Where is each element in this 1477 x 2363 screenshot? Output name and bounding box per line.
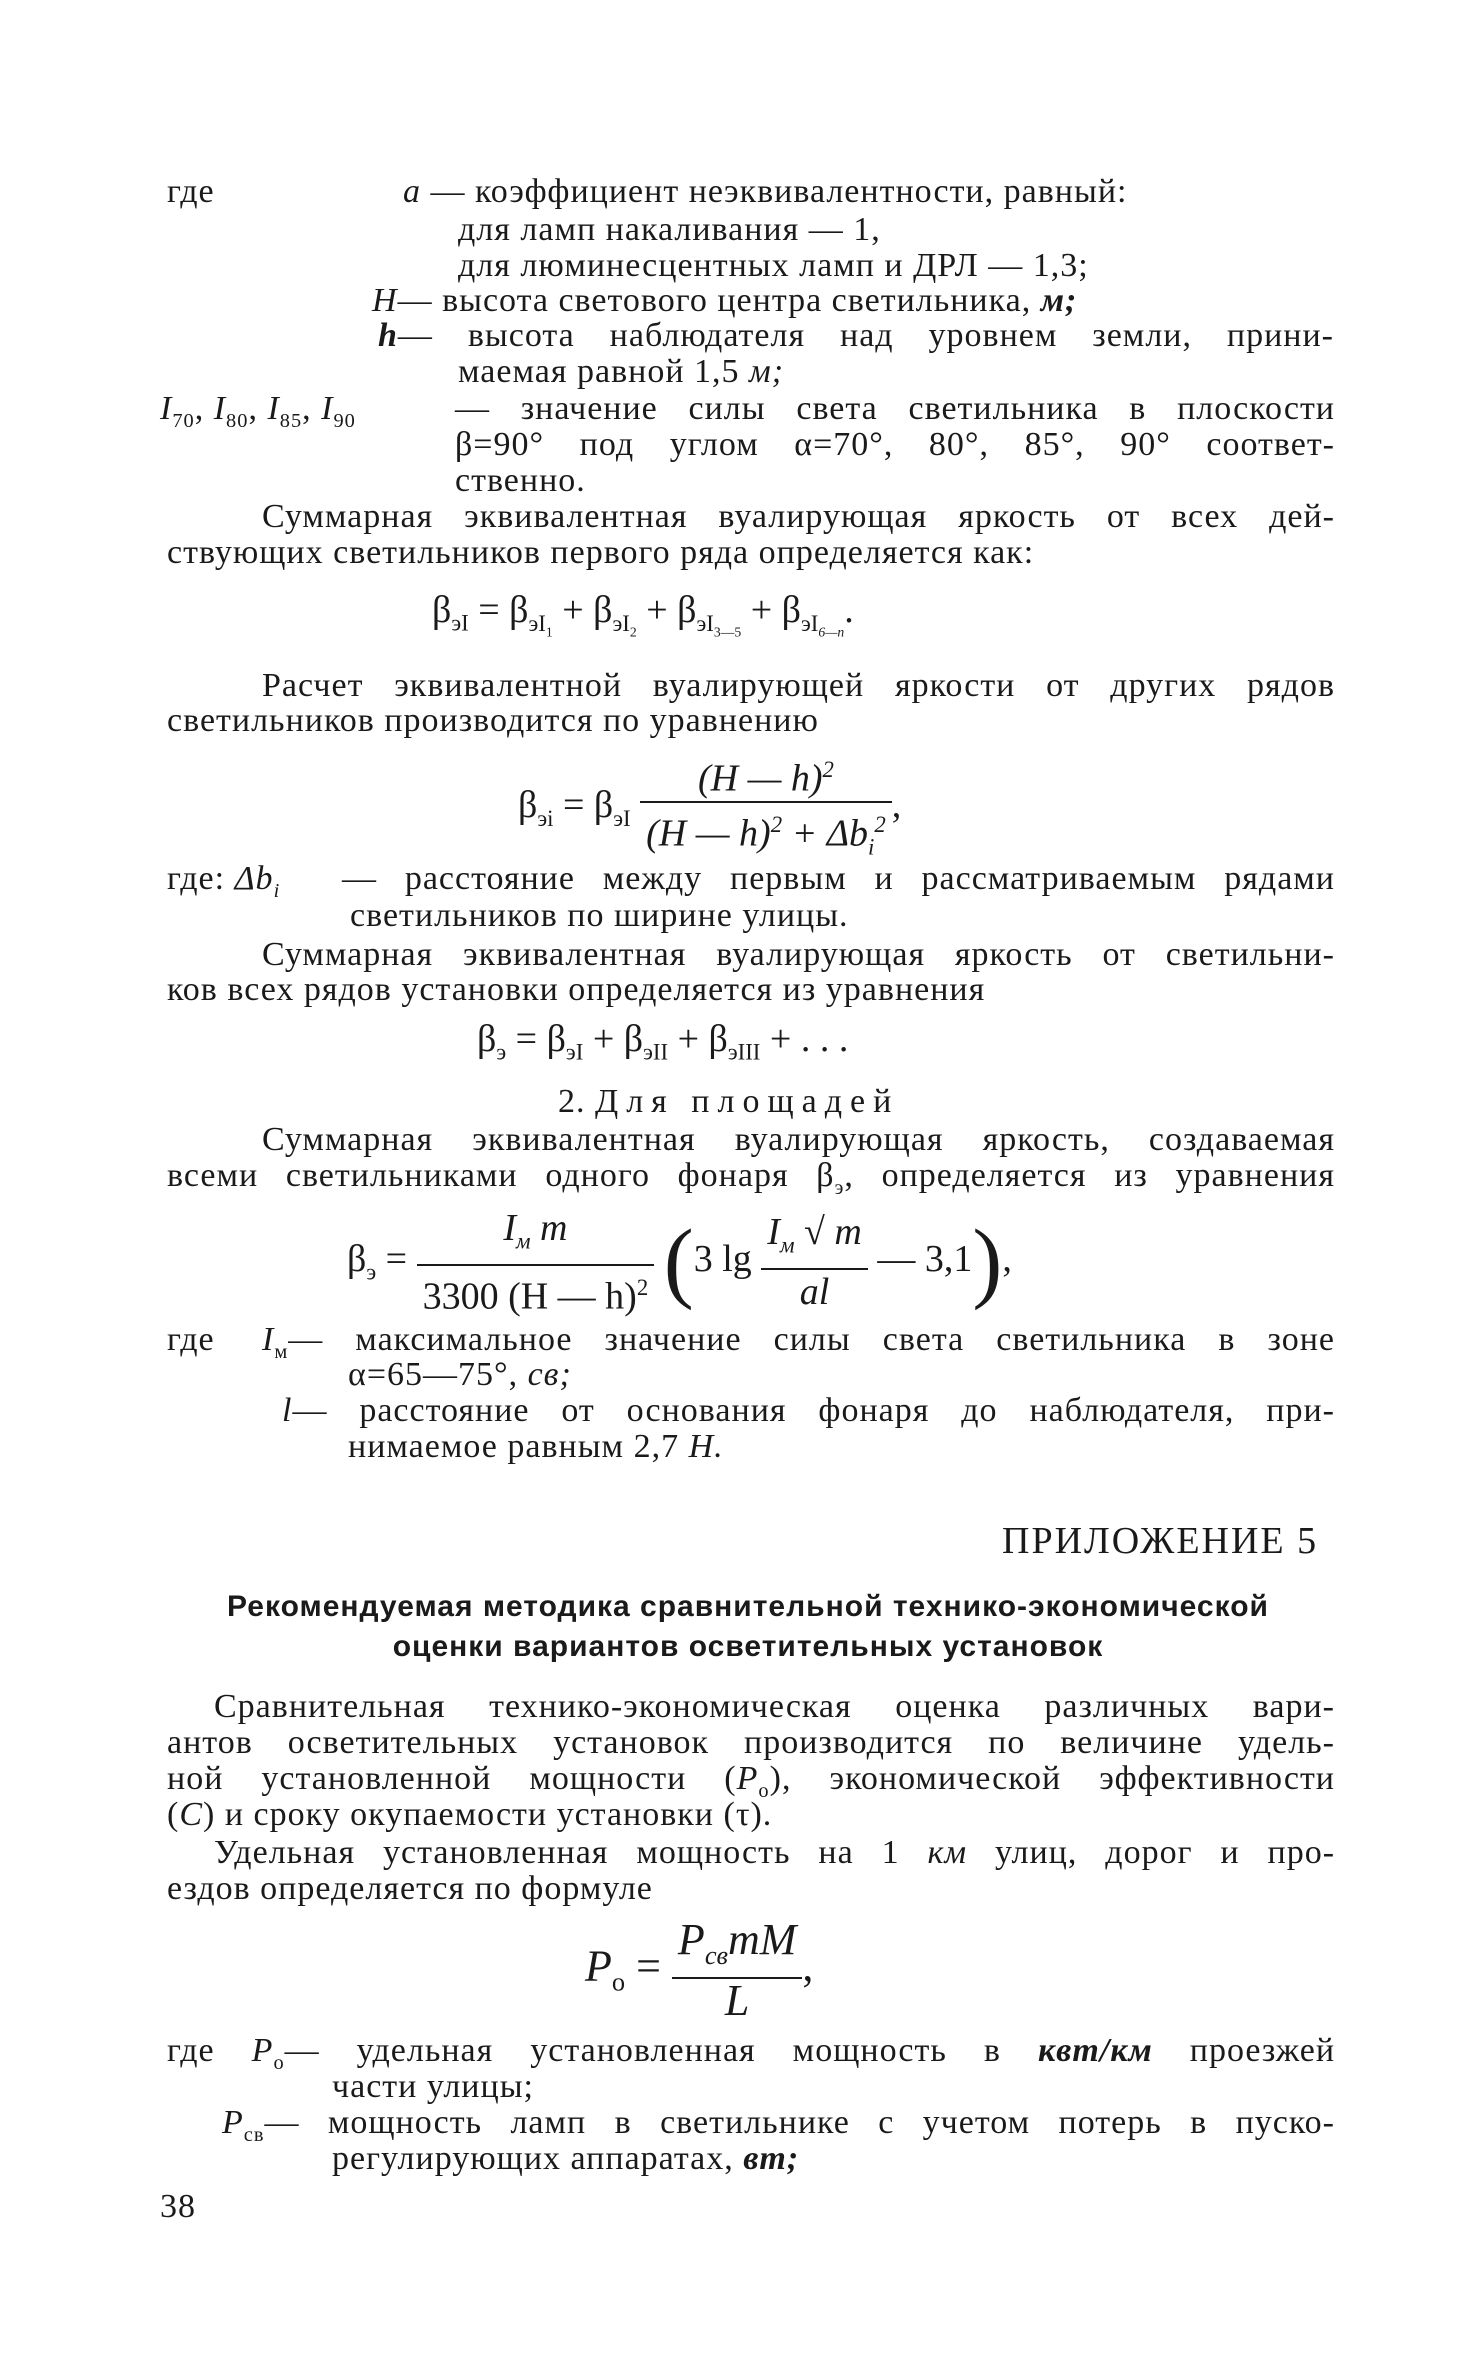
def-Psv-line2: регулирующих аппаратах, вт; (332, 2140, 800, 2177)
appendix-heading: ПРИЛОЖЕНИЕ 5 (1002, 1520, 1319, 1562)
def-h-line2: маемая равной 1,5 м; (458, 353, 785, 390)
where-label: где (167, 173, 215, 210)
para6-line1: Удельная установленная мощность на 1 км улиц, дорог и про- (214, 1834, 1336, 1871)
para5-line4: (C) и сроку окупаемости установки (τ). (167, 1796, 773, 1833)
def-l-line2: нимаемое равным 2,7 H. (348, 1428, 724, 1465)
para4-line2: всеми светильниками одного фонаря $\beta_э$, определяется из уравнения (167, 1157, 1335, 1199)
para1-line2: ствующих светильников первого ряда определяется как: (167, 534, 1035, 571)
def-Im: где (167, 1321, 215, 1358)
page-number: 38 (160, 2188, 196, 2225)
appendix-title: Рекомендуемая методика сравнительной технико-экономической оценки вариантов осветительных установок (227, 1590, 1269, 1663)
def-I-line2: β=90° под углом α=70°, 80°, 85°, 90° соответ- (455, 426, 1335, 463)
def-I-text: — значение силы света светильника в плоскости (455, 390, 1335, 427)
fraction: $\frac{I_м √ m}{al}$ (761, 1210, 868, 1314)
para2-line1: Расчет эквивалентной вуалирующей яркости от других рядов (262, 667, 1335, 704)
para3-line1: Суммарная эквивалентная вуалирующая яркость от светильни- (262, 936, 1335, 973)
def-Im-line2: α=65—75°, св; (348, 1356, 572, 1393)
def-delta-b: где: $\Delta b_i$ (167, 860, 281, 902)
def-a: a — коэффициент неэквивалентности, равный: (403, 173, 1128, 210)
para6-line2: ездов определяется по формуле (167, 1870, 653, 1907)
fraction: $\frac{P_{св}mM}{L}$ (672, 1918, 803, 2023)
formula-P0: $P_о$ = $\frac{P_{св}mM}{L}$ , (585, 1915, 814, 2025)
def-H: H— высота светового центра светильника, м; (372, 282, 1078, 319)
def-P0-line2: части улицы; (332, 2068, 534, 2105)
para2-line2: светильников производится по уравнению (167, 702, 819, 739)
fraction: $\frac{(H — h)^2}{(H — h)^2 + \Delta b_i^2}$ (640, 748, 892, 869)
def-h: h— высота наблюдателя над уровнем земли, прини- (378, 317, 1334, 354)
fraction: $\frac{I_м m}{3300 (H — h)^2}$ (417, 1206, 655, 1318)
para3-line2: ков всех рядов установки определяется из уравнения (167, 971, 986, 1008)
def-P0: где $P_о—$ удельная установленная мощность в квт/км проезжей (167, 2032, 1336, 2074)
formula-beta-e-square: $\beta_э$ = $\frac{I_м m}{3300 (H — h)^2}$ (3 lg $\frac{I_м √ m}{al}$ — 3,1), (347, 1207, 1012, 1318)
formula-beta-e-total: $\beta_э = \beta_{эI} + \beta_{эII} + \beta_{эIII}$ + . . . (477, 1018, 849, 1065)
def-a-line3: для люминесцентных ламп и ДРЛ — 1,3; (458, 247, 1089, 284)
para5-line2: антов осветительных установок производится по величине удель- (167, 1724, 1335, 1761)
def-I-line3: ственно. (455, 462, 586, 499)
formula-beta-eI-sum: $\beta_{эI} = \beta_{эI_1} + \beta_{эI_2} + \beta_{эI_{3—5}} + \beta_{эI_{6—n}}$. (432, 589, 854, 640)
para1-line1: Суммарная эквивалентная вуалирующая яркость от всех дей- (262, 498, 1335, 535)
def-l: l— расстояние от основания фонаря до наблюдателя, при- (282, 1392, 1335, 1429)
para5-line1: Сравнительная технико-экономическая оценка различных вари- (214, 1688, 1335, 1725)
section-heading: 2. Для площадей (558, 1083, 900, 1120)
para5-line3: ной установленной мощности $(P_о)$, экономической эффективности (167, 1760, 1336, 1802)
para4-line1: Суммарная эквивалентная вуалирующая яркость, создаваемая (262, 1121, 1335, 1158)
def-delta-b-text: — расстояние между первым и рассматриваемым рядами (342, 860, 1335, 897)
def-a-line2: для ламп накаливания — 1, (458, 211, 881, 248)
def-Psv: $P_{св}—$ мощность ламп в светильнике с учетом потерь в пуско- (222, 2104, 1335, 2146)
def-Im-text: $I_м—$ максимальное значение силы света светильника в зоне (262, 1321, 1335, 1363)
def-delta-b-line2: светильников по ширине улицы. (350, 897, 849, 934)
formula-beta-ei: $\beta_{эi} = \beta_{эI}$ $\frac{(H — h)^2}{(H — h)^2 + \Delta b_i^2}$ , (518, 748, 901, 869)
def-I: $I_{70}$, $I_{80}$, $I_{85}$, $I_{90}$ (160, 390, 356, 432)
